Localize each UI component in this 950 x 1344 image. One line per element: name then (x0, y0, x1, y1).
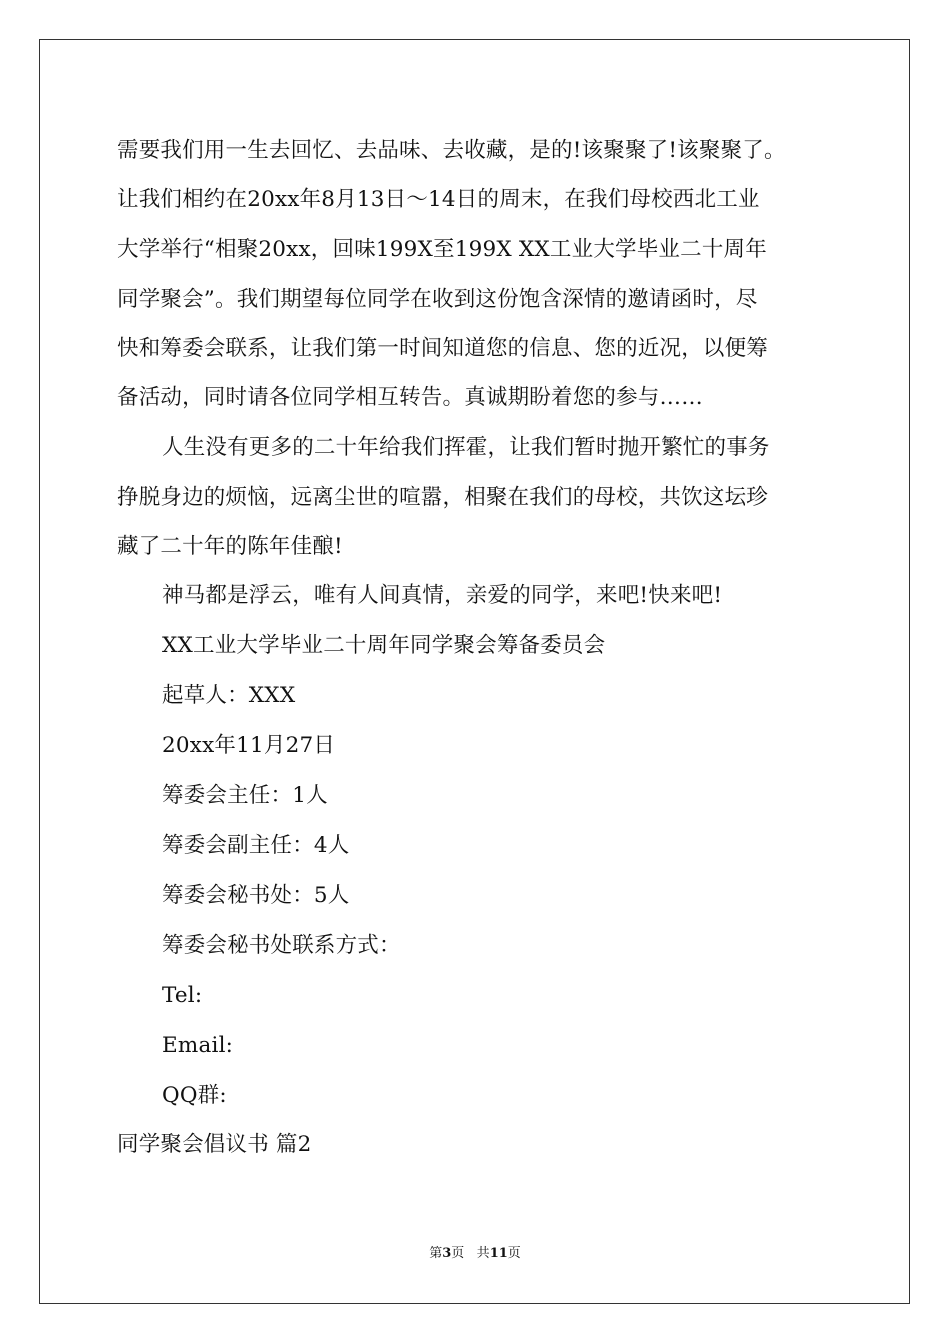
contact-email: Email: (162, 1033, 234, 1058)
committee-secretariat: 筹委会秘书处：5人 (162, 883, 350, 908)
body-line: 同学聚会”。我们期望每位同学在收到这份饱含深情的邀请函时，尽 (117, 287, 758, 312)
body-line: 人生没有更多的二十年给我们挥霍，让我们暂时抛开繁忙的事务 (162, 435, 770, 460)
body-line: 挣脱身边的烦恼，远离尘世的喧嚣，相聚在我们的母校，共饮这坛珍 (117, 485, 769, 510)
drafter: 起草人：XXX (162, 683, 296, 708)
footer-page-suffix: 页 (451, 1246, 465, 1261)
contact-qq: QQ群: (162, 1083, 227, 1108)
body-line: 让我们相约在20xx年8月13日～14日的周末，在我们母校西北工业 (117, 187, 760, 212)
footer-prefix: 第 (429, 1246, 443, 1261)
footer-page-number: 3 (442, 1246, 452, 1261)
organizer-name: XX工业大学毕业二十周年同学聚会筹备委员会 (162, 633, 606, 658)
committee-deputy: 筹委会副主任：4人 (162, 833, 350, 858)
footer-total-pages: 11 (489, 1246, 508, 1261)
page-border (39, 39, 910, 1304)
contact-tel: Tel: (162, 983, 203, 1008)
body-line: 备活动，同时请各位同学相互转告。真诚期盼着您的参与…… (117, 385, 703, 410)
body-line: 神马都是浮云，唯有人间真情，亲爱的同学，来吧!快来吧! (162, 583, 723, 608)
body-line: 快和筹委会联系，让我们第一时间知道您的信息、您的近况，以便筹 (117, 336, 769, 361)
body-line: 大学举行“相聚20xx，回味199X至199X XX工业大学毕业二十周年 (117, 237, 767, 262)
footer-total-suffix: 页 (507, 1246, 521, 1261)
body-line: 藏了二十年的陈年佳酿! (117, 534, 343, 559)
contact-heading: 筹委会秘书处联系方式： (162, 933, 401, 958)
section-title: 同学聚会倡议书 篇2 (117, 1132, 312, 1157)
date: 20xx年11月27日 (162, 733, 336, 758)
footer-total-prefix: 共 (476, 1246, 490, 1261)
committee-director: 筹委会主任：1人 (162, 783, 328, 808)
body-line: 需要我们用一生去回忆、去品味、去收藏，是的!该聚聚了!该聚聚了。 (117, 138, 786, 163)
page-footer (0, 1245, 950, 1263)
